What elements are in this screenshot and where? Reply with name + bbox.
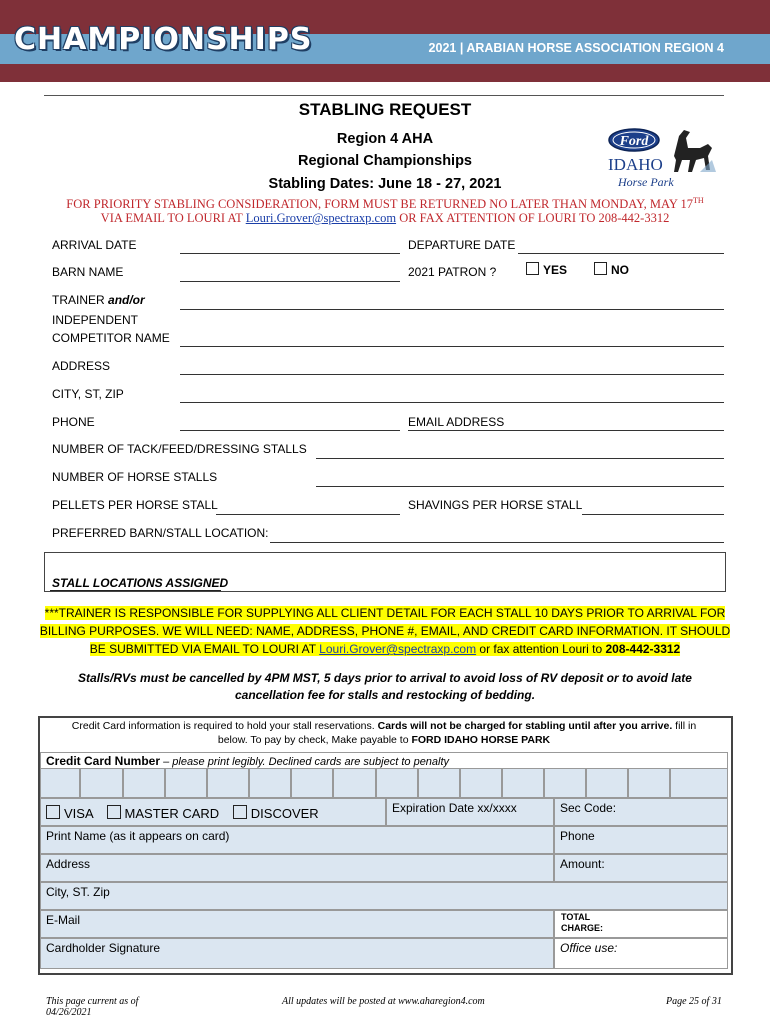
deadline-notice: FOR PRIORITY STABLING CONSIDERATION, FORM MUST BE RETURNED NO LATER THAN MONDAY, MAY 17TH [66,196,704,212]
email-field[interactable] [408,430,724,431]
checkbox-icon [594,262,607,275]
title-region: Region 4 AHA [336,131,434,147]
shavings-label: SHAVINGS PER HORSE STALL [408,498,583,512]
logo-idaho-text: IDAHO [608,155,663,174]
card-digit-box[interactable] [544,768,586,798]
cancellation-policy-line2: cancellation fee for stalls and restocking of bedding. [234,688,536,702]
contact-notice: VIA EMAIL TO LOURI AT Louri.Grover@spectraxp.com OR FAX ATTENTION OF LOURI TO 208-442-3312 [100,211,670,225]
card-digit-box[interactable] [586,768,628,798]
horse-stalls-label: NUMBER OF HORSE STALLS [52,470,218,484]
card-digit-box[interactable] [291,768,333,798]
cc-phone-cell[interactable]: Phone [554,826,728,854]
phone-field[interactable] [180,430,400,431]
patron-yes-checkbox[interactable]: YES [526,262,567,277]
barn-name-field[interactable] [180,281,400,282]
footer-date: This page current as of 04/26/2021 [46,996,139,1018]
sec-code-cell[interactable]: Sec Code: [554,798,728,826]
trainer-warning-line3: BE SUBMITTED VIA EMAIL TO LOURI AT Louri.Grover@spectraxp.com or fax attention Louri to 208-442-3312 [89,642,681,656]
total-charge-cell: TOTAL CHARGE: [554,910,728,938]
pellets-label: PELLETS PER HORSE STALL [52,498,218,512]
mastercard-checkbox[interactable]: MASTER CARD [107,806,220,821]
card-digit-box[interactable] [502,768,544,798]
preferred-location-field[interactable] [270,542,724,543]
departure-date-field[interactable] [518,253,724,254]
checkbox-icon [526,262,539,275]
card-digit-box[interactable] [670,768,728,798]
credit-card-info: Credit Card information is required to hold your stall reservations. Cards will not be charged for stabling until after you arrive. fill in below. To pay by check, Make payable to FORD IDAHO HORSE PARK [71,720,697,746]
checkbox-icon [107,805,121,819]
card-type-cell [40,798,386,826]
patron-label: 2021 PATRON ? [408,265,497,279]
city-label: CITY, ST, ZIP [52,387,124,401]
trainer-warning-line1: ***TRAINER IS RESPONSIBLE FOR SUPPLYING ALL CLIENT DETAIL FOR EACH STALL 10 DAYS PRIOR TO ARRIVAL FOR [44,606,726,620]
barn-name-label: BARN NAME [52,265,124,279]
title-rule [44,95,724,96]
pellets-field[interactable] [216,514,400,515]
brand-title: CHAMPIONSHIPS [14,22,313,57]
checkbox-icon [233,805,247,819]
trainer-label: TRAINER and/or [52,293,145,307]
checkbox-icon [46,805,60,819]
phone-label: PHONE [52,415,95,429]
preferred-location-label: PREFERRED BARN/STALL LOCATION: [52,526,269,540]
logo-park-text: Horse Park [618,175,674,189]
card-digit-box[interactable] [333,768,376,798]
cc-city-cell[interactable]: City, ST. Zip [40,882,728,910]
stall-locations-label: STALL LOCATIONS ASSIGNED [52,576,229,590]
notice-email-link[interactable]: Louri.Grover@spectraxp.com [245,211,397,225]
office-use-cell: Office use: [554,938,728,969]
title-dates: Stabling Dates: June 18 - 27, 2021 [268,176,502,192]
patron-no-checkbox[interactable]: NO [594,262,629,277]
trainer-field[interactable] [180,309,724,310]
cc-address-cell[interactable]: Address [40,854,554,882]
header-band [0,64,770,82]
ford-idaho-horse-park-logo [604,126,724,190]
card-digit-box[interactable] [628,768,670,798]
tack-stalls-label: NUMBER OF TACK/FEED/DRESSING STALLS [52,442,307,456]
shavings-field[interactable] [582,514,724,515]
stall-locations-box [44,552,726,592]
trainer-warning-line2: BILLING PURPOSES. WE WILL NEED: NAME, ADDRESS, PHONE #, EMAIL, AND CREDIT CARD INFORMATION. IT SHOULD [39,624,731,638]
stall-label-underline [50,590,221,591]
signature-cell[interactable]: Cardholder Signature [40,938,554,969]
form-title: STABLING REQUEST [298,100,472,119]
competitor-name-field[interactable] [180,346,724,347]
arrival-date-label: ARRIVAL DATE [52,238,137,252]
horse-stalls-field[interactable] [316,486,724,487]
card-number-boxes[interactable] [40,768,728,798]
card-digit-box[interactable] [40,768,80,798]
footer-page-number: Page 25 of 31 [666,996,722,1007]
city-field[interactable] [180,402,724,403]
arrival-date-field[interactable] [180,253,400,254]
address-label: ADDRESS [52,359,111,373]
card-digit-box[interactable] [460,768,502,798]
card-digit-box[interactable] [165,768,207,798]
card-digit-box[interactable] [376,768,418,798]
discover-checkbox[interactable]: DISCOVER [233,806,319,821]
card-digit-box[interactable] [418,768,460,798]
card-digit-box[interactable] [207,768,249,798]
header-subtitle: 2021 | ARABIAN HORSE ASSOCIATION REGION 4 [428,41,724,55]
footer-updates: All updates will be posted at www.aharegion4.com [282,996,485,1007]
cancellation-policy-line1: Stalls/RVs must be cancelled by 4PM MST, 5 days prior to arrival to avoid loss of RV deposit or to avoid late [78,671,692,685]
cc-email-cell[interactable]: E-Mail [40,910,554,938]
card-number-heading: Credit Card Number – please print legibly. Declined cards are subject to penalty [40,752,728,769]
visa-checkbox[interactable]: VISA [46,806,93,821]
expiration-date-cell[interactable]: Expiration Date xx/xxxx [386,798,554,826]
card-digit-box[interactable] [80,768,123,798]
warning-email-link[interactable]: Louri.Grover@spectraxp.com [319,642,477,656]
logo-ford-text: Ford [619,134,649,149]
print-name-cell[interactable]: Print Name (as it appears on card) [40,826,554,854]
address-field[interactable] [180,374,724,375]
tack-stalls-field[interactable] [316,458,724,459]
card-digit-box[interactable] [123,768,165,798]
card-digit-box[interactable] [249,768,291,798]
title-event: Regional Championships [297,153,472,169]
amount-cell[interactable]: Amount: [554,854,728,882]
departure-date-label: DEPARTURE DATE [408,238,516,252]
independent-label: INDEPENDENT [52,313,139,327]
email-label: EMAIL ADDRESS [408,415,505,429]
competitor-name-label: COMPETITOR NAME [52,331,170,345]
